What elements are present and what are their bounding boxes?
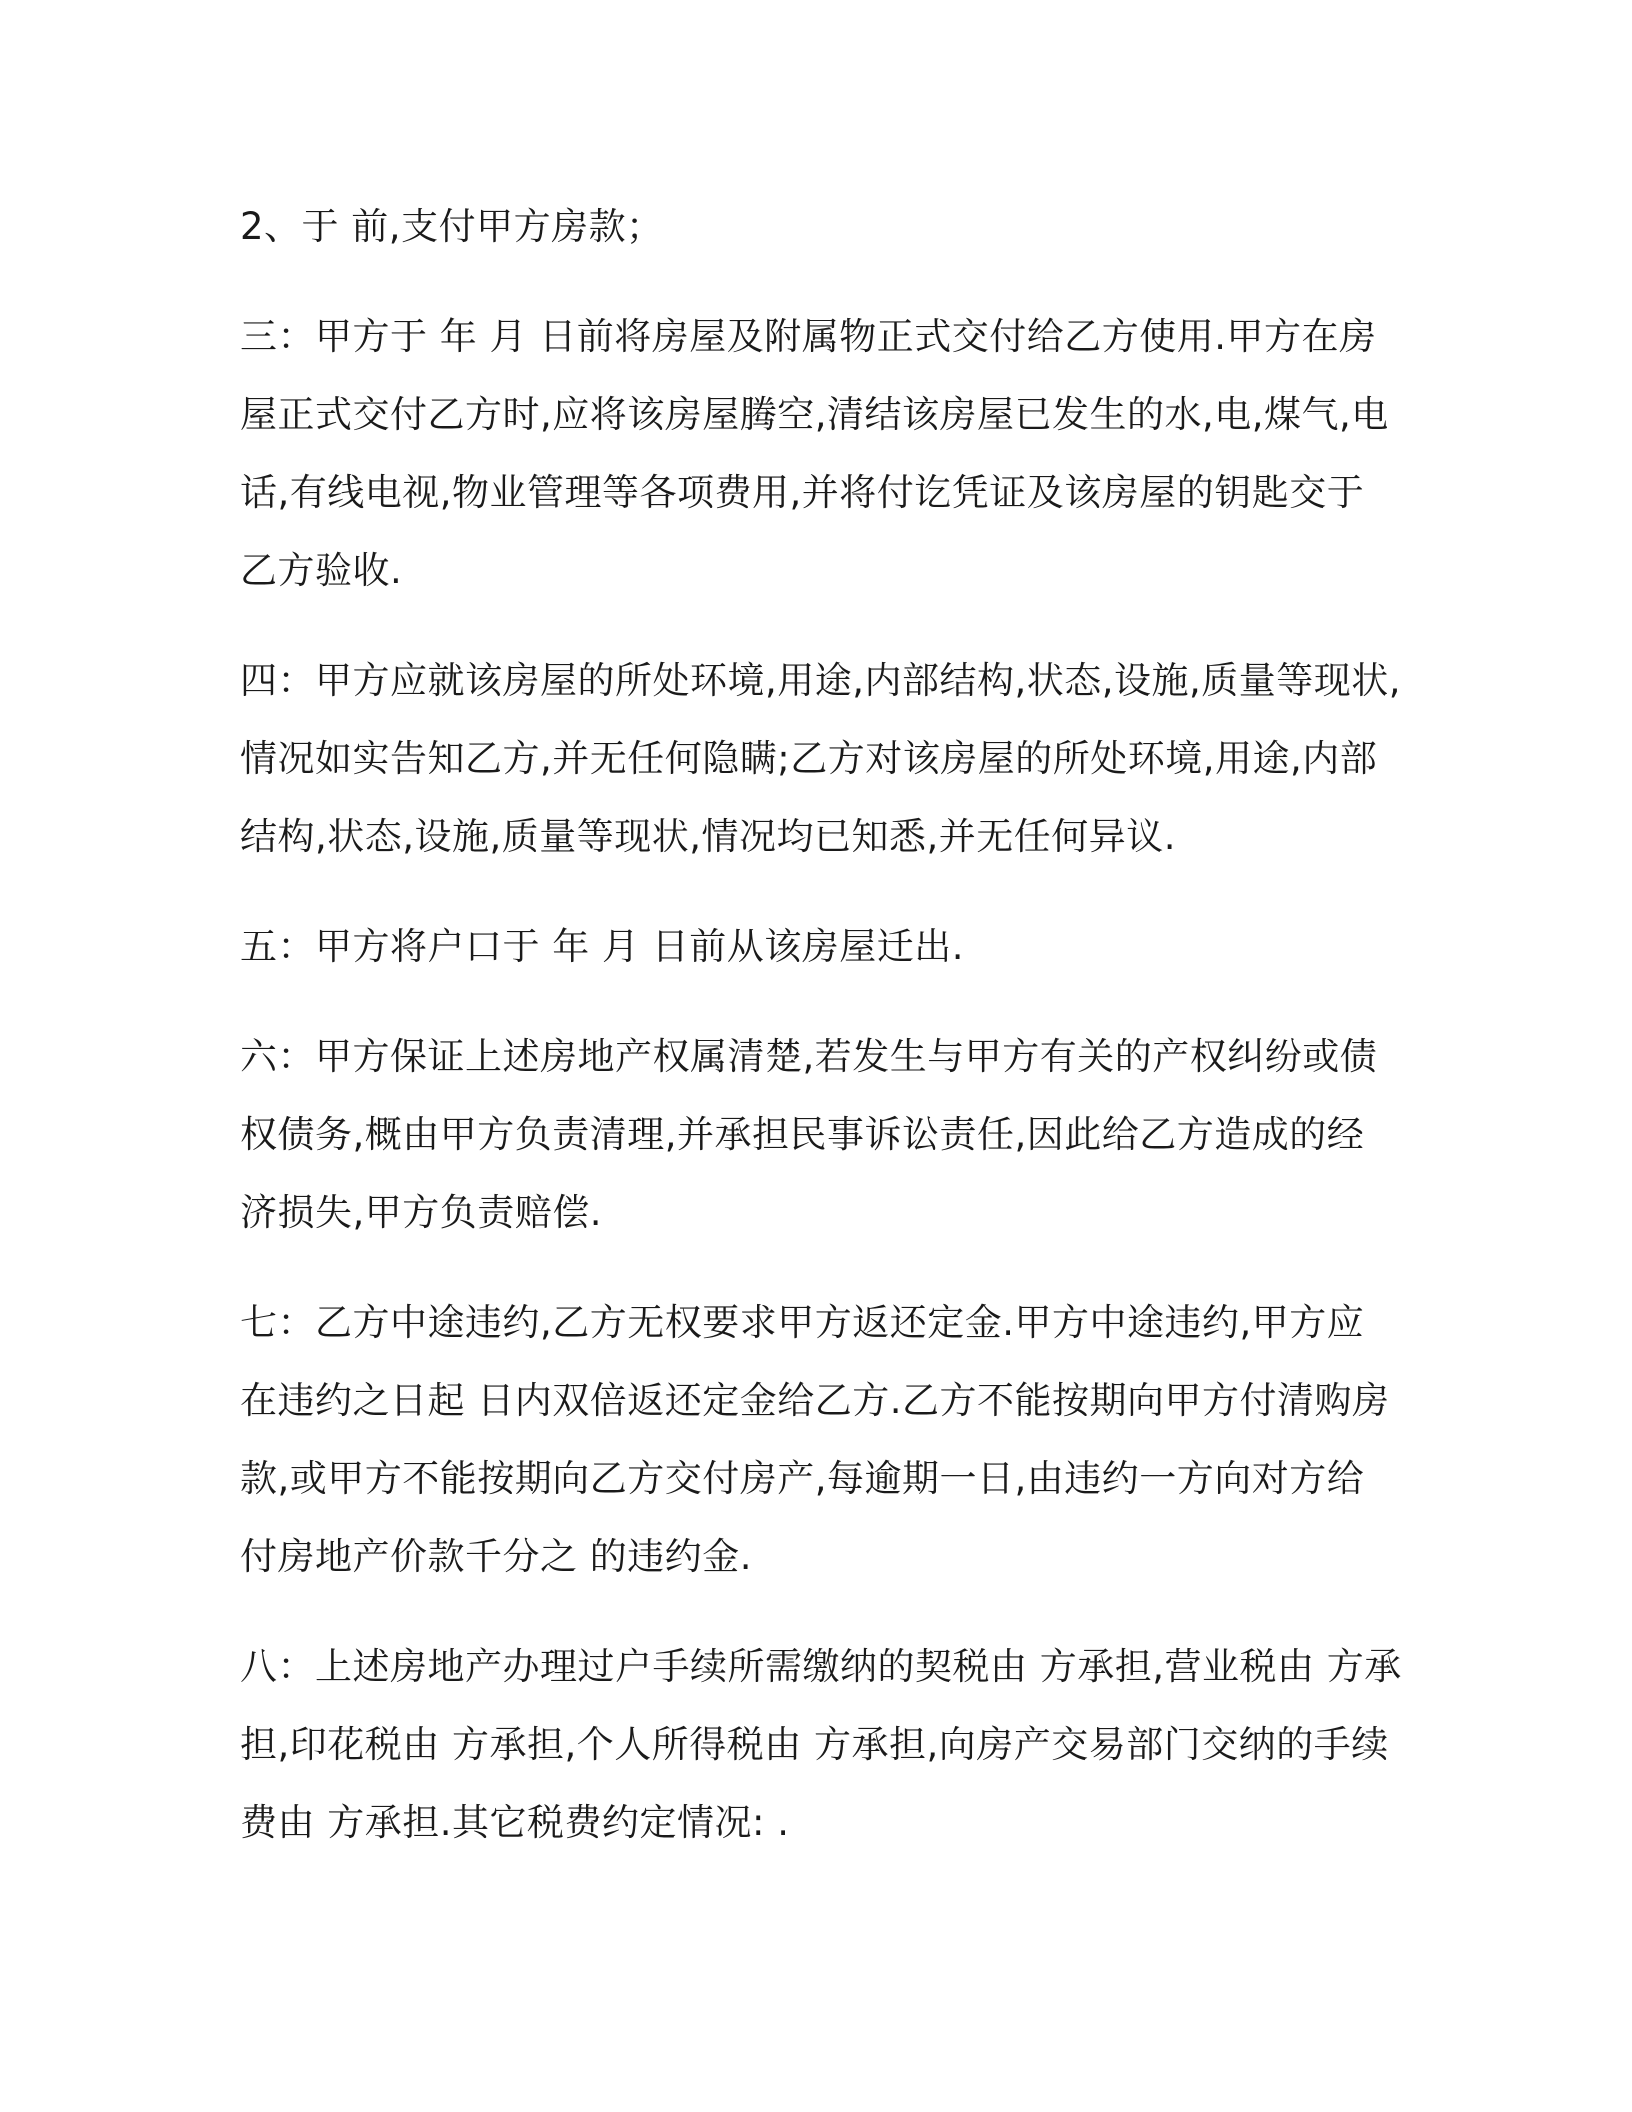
payment-clause-2 — [240, 188, 1390, 266]
text-line: 费由 方承担.其它税费约定情况: . — [240, 1801, 790, 1844]
text-line: 济损失,甲方负责赔偿. — [240, 1191, 603, 1234]
text-line: 担,印花税由 方承担,个人所得税由 方承担,向房产交易部门交纳的手续 — [240, 1723, 1389, 1766]
text-line: 八：上述房地产办理过户手续所需缴纳的契税由 方承担,营业税由 方承 — [240, 1645, 1402, 1688]
text-line: 乙方验收. — [240, 549, 403, 592]
text-line: 权债务,概由甲方负责清理,并承担民事诉讼责任,因此给乙方造成的经 — [240, 1113, 1365, 1156]
text-line: 屋正式交付乙方时,应将该房屋腾空,清结该房屋已发生的水,电,煤气,电 — [240, 393, 1389, 436]
clause-6 — [240, 1018, 1390, 1252]
text-line: 结构,状态,设施,质量等现状,情况均已知悉,并无任何异议. — [240, 815, 1177, 858]
text-line: 款,或甲方不能按期向乙方交付房产,每逾期一日,由违约一方向对方给 — [240, 1457, 1365, 1500]
text-line: 2、于 前,支付甲方房款； — [240, 205, 664, 248]
text-line: 在违约之日起 日内双倍返还定金给乙方.乙方不能按期向甲方付清购房 — [240, 1379, 1390, 1422]
text-line: 话,有线电视,物业管理等各项费用,并将付讫凭证及该房屋的钥匙交于 — [240, 471, 1365, 514]
text-line: 六：甲方保证上述房地产权属清楚,若发生与甲方有关的产权纠纷或债 — [240, 1035, 1378, 1078]
text-line: 三：甲方于 年 月 日前将房屋及附属物正式交付给乙方使用.甲方在房 — [240, 315, 1377, 358]
clause-7 — [240, 1284, 1390, 1596]
clause-5 — [240, 908, 1390, 986]
text-line: 付房地产价款千分之 的违约金. — [240, 1535, 753, 1578]
clause-4 — [240, 642, 1402, 876]
text-line: 四：甲方应就该房屋的所处环境,用途,内部结构,状态,设施,质量等现状, — [240, 659, 1402, 702]
clause-8 — [240, 1628, 1402, 1862]
text-line: 五：甲方将户口于 年 月 日前从该房屋迁出. — [240, 925, 965, 968]
clause-3 — [240, 298, 1390, 610]
text-line: 七：乙方中途违约,乙方无权要求甲方返还定金.甲方中途违约,甲方应 — [240, 1301, 1365, 1344]
document-body — [240, 188, 1402, 1894]
text-line: 情况如实告知乙方,并无任何隐瞒;乙方对该房屋的所处环境,用途,内部 — [240, 737, 1378, 780]
